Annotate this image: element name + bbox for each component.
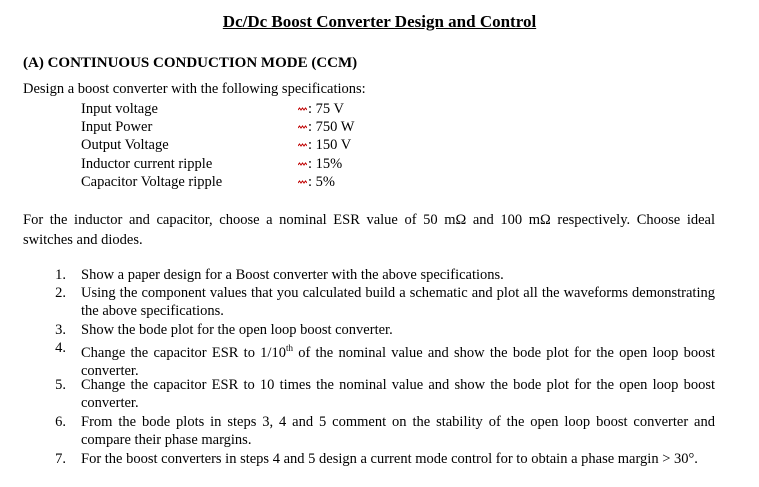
spec-label: Output Voltage xyxy=(81,137,169,153)
list-item-text: From the bode plots in steps 3, 4 and 5 comment on the stability of the open loop boost converter and compare their phase margins. xyxy=(81,414,715,448)
list-number: 3. xyxy=(55,322,66,338)
spec-label: Input Power xyxy=(81,119,153,135)
spec-value xyxy=(298,173,335,191)
spec-value-text: : 150 V xyxy=(308,137,352,153)
list-item xyxy=(50,284,715,320)
spelling-squiggle-icon xyxy=(298,179,307,185)
spec-value-text: : 15% xyxy=(308,156,343,172)
list-number: 4. xyxy=(55,340,66,356)
list-item xyxy=(50,339,715,380)
spec-value xyxy=(298,155,342,173)
list-number: 1. xyxy=(55,267,66,283)
list-item-text xyxy=(81,339,715,380)
intro-text: Design a boost converter with the following specifications: xyxy=(23,81,366,97)
list-item xyxy=(50,376,715,412)
list-item xyxy=(50,321,715,339)
spec-value xyxy=(298,118,354,136)
spec-label: Capacitor Voltage ripple xyxy=(81,174,223,190)
spelling-squiggle-icon xyxy=(298,124,307,130)
document-title: Dc/Dc Boost Converter Design and Control xyxy=(222,12,537,31)
spelling-squiggle-icon xyxy=(298,142,307,148)
list-number: 5. xyxy=(55,377,66,393)
spec-value xyxy=(298,136,351,154)
list-item-text: Change the capacitor ESR to 10 times the nominal value and show the bode plot for the open loop boost converter. xyxy=(81,377,715,411)
list-item xyxy=(50,413,715,449)
list-item xyxy=(50,450,715,468)
spec-value xyxy=(298,100,344,118)
superscript: th xyxy=(285,343,293,353)
text-run: of the nominal value and show the bode plot for the open loop boost converter. xyxy=(81,344,715,379)
list-number: 2. xyxy=(55,285,66,301)
text-run: Change the capacitor ESR to 1/10 xyxy=(81,344,286,361)
list-item xyxy=(50,266,715,284)
list-item-text: Show the bode plot for the open loop boost converter. xyxy=(81,322,393,338)
list-item-text: Using the component values that you calculated build a schematic and plot all the waveforms demonstrating the above specifications. xyxy=(81,285,715,319)
list-item-text: Show a paper design for a Boost converter with the above specifications. xyxy=(81,267,504,283)
section-heading: (A) CONTINUOUS CONDUCTION MODE (CCM) xyxy=(23,55,358,71)
list-number: 6. xyxy=(55,414,66,430)
spec-label: Inductor current ripple xyxy=(81,156,213,172)
spelling-squiggle-icon xyxy=(298,161,307,167)
spec-value-text: : 750 W xyxy=(308,119,355,135)
spec-value-text: : 5% xyxy=(308,174,335,190)
list-number: 7. xyxy=(55,451,66,467)
spec-label: Input voltage xyxy=(81,101,158,117)
list-item-text: For the boost converters in steps 4 and 5 design a current mode control for to obtain a phase margin > 30°. xyxy=(81,451,698,467)
spelling-squiggle-icon xyxy=(298,106,307,112)
spec-value-text: : 75 V xyxy=(308,101,344,117)
esr-paragraph: For the inductor and capacitor, choose a nominal ESR value of 50 mΩ and 100 mΩ respectively. Choose ideal switches and diodes. xyxy=(23,212,715,248)
